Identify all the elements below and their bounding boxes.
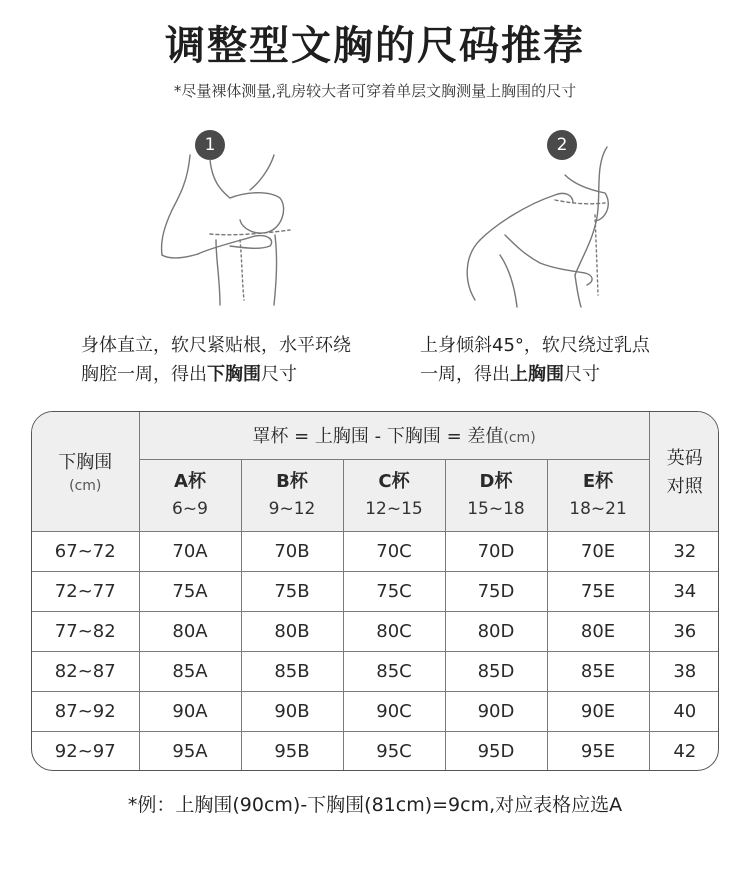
step-2-caption-line1: 上身倾斜45°，软尺绕过乳点 xyxy=(420,335,650,356)
size-cell: 85D xyxy=(445,651,547,691)
cup-header-0: A杯 6~9 xyxy=(139,459,241,531)
step-1-caption-line1: 身体直立，软尺紧贴根，水平环绕 xyxy=(81,335,351,356)
cup-formula-header: 罩杯 = 上胸围 - 下胸围 = 差值(cm) xyxy=(139,412,649,459)
step-1-caption xyxy=(81,331,351,389)
overbust-measure-illustration xyxy=(455,145,625,310)
uk-size-cell: 40 xyxy=(649,691,719,731)
step-2-caption-line2: 一周，得出上胸围尺寸 xyxy=(420,364,600,385)
page-subtitle: *尽量裸体测量,乳房较大者可穿着单层文胸测量上胸围的尺寸 xyxy=(173,82,577,100)
uk-size-cell: 42 xyxy=(649,731,719,771)
size-cell: 95B xyxy=(241,731,343,771)
underbust-cell: 87~92 xyxy=(32,691,139,731)
size-cell: 75E xyxy=(547,571,649,611)
step-2-caption xyxy=(420,331,650,389)
size-cell: 95D xyxy=(445,731,547,771)
uk-size-cell: 32 xyxy=(649,531,719,571)
size-cell: 95C xyxy=(343,731,445,771)
underbust-header: 下胸围 (cm) xyxy=(32,412,139,531)
size-cell: 70E xyxy=(547,531,649,571)
underbust-cell: 72~77 xyxy=(32,571,139,611)
uk-size-cell: 38 xyxy=(649,651,719,691)
size-cell: 85C xyxy=(343,651,445,691)
size-cell: 80E xyxy=(547,611,649,651)
table-row xyxy=(32,531,719,571)
uk-size-header: 英码 对照 xyxy=(649,412,719,531)
size-cell: 80C xyxy=(343,611,445,651)
size-cell: 80D xyxy=(445,611,547,651)
cup-header-4: E杯 18~21 xyxy=(547,459,649,531)
underbust-cell: 67~72 xyxy=(32,531,139,571)
size-cell: 70C xyxy=(343,531,445,571)
size-cell: 80B xyxy=(241,611,343,651)
step-2-number-badge: 2 xyxy=(547,130,577,160)
size-cell: 85E xyxy=(547,651,649,691)
size-cell: 90B xyxy=(241,691,343,731)
size-cell: 85A xyxy=(139,651,241,691)
size-cell: 75C xyxy=(343,571,445,611)
size-cell: 80A xyxy=(139,611,241,651)
uk-size-cell: 36 xyxy=(649,611,719,651)
size-cell: 70D xyxy=(445,531,547,571)
table-row xyxy=(32,651,719,691)
underbust-cell: 77~82 xyxy=(32,611,139,651)
step-1-number-badge: 1 xyxy=(195,130,225,160)
size-cell: 90A xyxy=(139,691,241,731)
underbust-cell: 92~97 xyxy=(32,731,139,771)
underbust-measure-illustration xyxy=(150,150,310,310)
size-cell: 75D xyxy=(445,571,547,611)
size-cell: 75B xyxy=(241,571,343,611)
table-row xyxy=(32,571,719,611)
underbust-cell: 82~87 xyxy=(32,651,139,691)
size-cell: 70A xyxy=(139,531,241,571)
table-row xyxy=(32,731,719,771)
table-row xyxy=(32,691,719,731)
size-cell: 85B xyxy=(241,651,343,691)
size-cell: 95A xyxy=(139,731,241,771)
cup-header-1: B杯 9~12 xyxy=(241,459,343,531)
size-cell: 70B xyxy=(241,531,343,571)
size-cell: 95E xyxy=(547,731,649,771)
size-chart-table xyxy=(31,411,719,771)
uk-size-cell: 34 xyxy=(649,571,719,611)
step-1-caption-line2: 胸腔一周，得出下胸围尺寸 xyxy=(81,364,297,385)
size-cell: 90C xyxy=(343,691,445,731)
cup-header-2: C杯 12~15 xyxy=(343,459,445,531)
table-row xyxy=(32,611,719,651)
size-cell: 90E xyxy=(547,691,649,731)
page-title: 调整型文胸的尺码推荐 xyxy=(165,23,585,69)
example-note: *例：上胸围(90cm)-下胸围(81cm)=9cm,对应表格应选A xyxy=(127,794,623,816)
size-cell: 90D xyxy=(445,691,547,731)
size-cell: 75A xyxy=(139,571,241,611)
cup-header-3: D杯 15~18 xyxy=(445,459,547,531)
